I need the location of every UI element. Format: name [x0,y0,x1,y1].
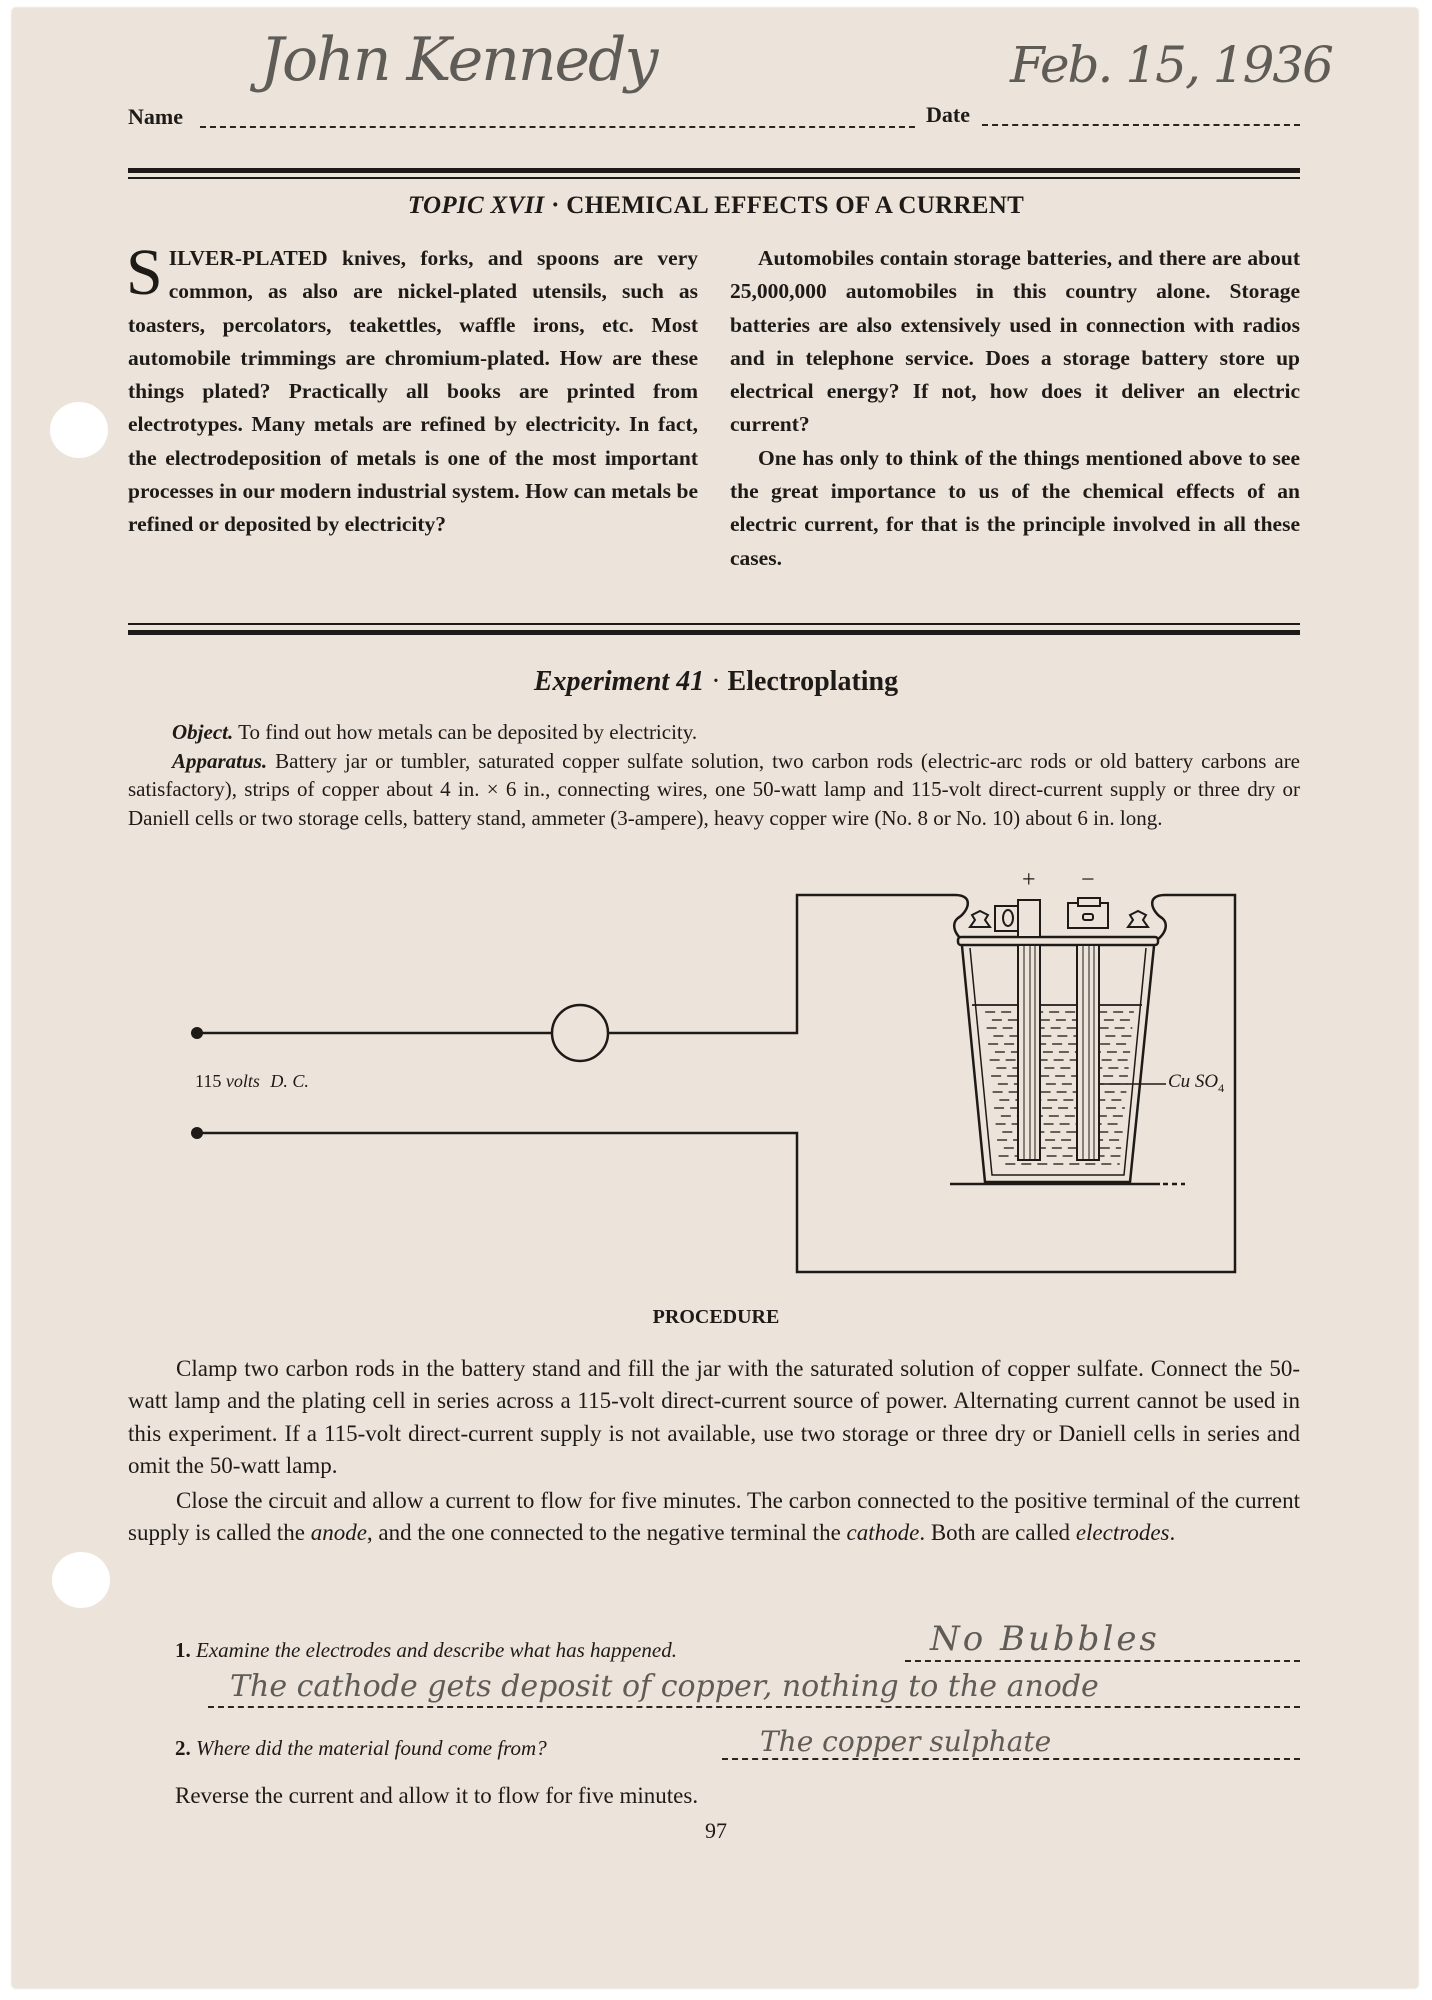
positive-terminal-sign: + [1022,867,1036,893]
answer-1-line-1[interactable] [905,1660,1300,1662]
question-2 [175,1736,547,1761]
binding-post [1128,911,1148,927]
apparatus-label: Apparatus. [172,748,268,773]
question-1 [175,1638,677,1663]
answer-1-handwriting: No Bubbles [930,1619,1160,1659]
wire-top-right [608,895,955,1033]
drop-cap: S [126,236,163,309]
procedure-text-span: . Both are called [919,1520,1076,1546]
term-anode: anode [310,1520,367,1546]
procedure-text [128,1353,1300,1551]
terminal-dot [191,1027,203,1039]
date-handwriting: Feb. 15, 1936 [1010,36,1332,94]
procedure-paragraph: Clamp two carbon rods in the battery stand and fill the jar with the saturated solution of copper sulfate. Connect the 50-watt lamp and the plating cell in series across a 115-volt direct-current source of power. Alternating current cannot be used in this experiment. If a 115-volt direct-current supply is not available, use two storage or three dry or Daniell cells in series and omit the 50-watt lamp. [128,1356,1300,1479]
closing-instruction: Reverse the current and allow it to flow for five minutes. [175,1783,699,1808]
procedure-text-span: . [1169,1520,1176,1546]
term-cathode: cathode [846,1520,920,1546]
lamp-icon [552,1005,608,1061]
apparatus-text: Battery jar or tumbler, saturated copper sulfate solution, two carbon rods (electric-arc rods or old battery carbons are satisfactory), strips of copper about 4 in. × 6 in., connecting wires, one 50-watt lamp and 115-volt direct-current supply or three dry or Daniell cells or two storage cells, battery stand, ammeter (3-ampere), heavy copper wire (No. 8 or No. 10) about 6 in. long. [128,748,1301,830]
procedure-paragraph [128,1485,1300,1550]
name-handwriting: John Kennedy [260,25,657,95]
wire-curl-left [954,895,968,942]
intro-lead-caps: ILVER-PLATED [168,246,328,270]
negative-terminal-sign: − [1081,867,1095,893]
answer-1-handwriting: The cathode gets deposit of copper, nothing to the anode [230,1669,1099,1704]
wire-curl-right [1150,895,1166,942]
topic-number: TOPIC XVII [407,192,545,219]
topic-title: CHEMICAL EFFECTS OF A CURRENT [566,192,1025,219]
name-label: Name [128,104,183,129]
carbon-rods [1018,945,1099,1160]
carbon-rod-cathode [1077,945,1099,1160]
date-label: Date [926,102,970,127]
page-number: 97 [705,1818,727,1843]
question-text: Where did the material found come from? [196,1736,547,1760]
solution-hatching [985,1012,1134,1164]
terminal-dot [191,1127,203,1139]
topic-separator: · [551,192,560,219]
experiment-number: Experiment 41 [533,666,705,697]
intro-right-paragraph: Automobiles contain storage batteries, and there are about 25,000,000 automobiles in this country alone. Storage batteries are also extensively used in connection with radios and in telephone service. Does a storage battery store up electrical energy? If not, how does it deliver an electric current? [730,246,1300,437]
binding-post [970,911,990,927]
question-number: 2. [175,1736,191,1760]
battery-stand-clamps [970,898,1148,937]
battery-jar [950,937,1185,1184]
object-text: To find out how metals can be deposited by electricity. [238,720,698,744]
intro-right-paragraph: One has only to think of the things mentioned above to see the great importance to us of the chemical effects of an electric current, for that is the principle involved in all these cases. [730,445,1300,570]
intro-left-text: knives, forks, and spoons are very common, as also are nickel-plated utensils, such as toasters, percolators, teakettles, waffle irons, etc. Most automobile trimmings are chromium-plated. How are these things plated? Practically all books are printed from electrotypes. Many metals are refined by electricity. In fact, the electrodeposition of metals is one of the most important processes in our modern industrial system. How can metals be refined or deposited by electricity? [128,246,698,537]
object-label: Object. [172,720,234,744]
procedure-text-span: Close the circuit and allow a current to flow for five minutes. The carbon connected to the positive terminal of the current supply is called the [128,1487,1300,1546]
carbon-rod-anode [1018,945,1040,1160]
procedure-heading: PROCEDURE [652,1306,780,1328]
supply-voltage: 115 [195,1071,222,1091]
answer-1-line-2[interactable] [208,1706,1300,1708]
supply-type: D. C. [270,1071,309,1091]
supply-label [195,1071,309,1092]
question-text: Examine the electrodes and describe what has happened. [196,1638,677,1662]
solution-subscript: 4 [1218,1080,1225,1095]
term-electrodes: electrodes [1075,1520,1170,1546]
experiment-title: Electroplating [727,666,899,697]
answer-2-handwriting: The copper sulphate [760,1725,1052,1758]
solution-formula: Cu SO [1168,1071,1219,1092]
question-number: 1. [175,1638,191,1662]
procedure-text-span: , and the one connected to the negative terminal the [366,1520,847,1546]
solution-label [1168,1071,1224,1096]
experiment-separator: · [711,666,721,697]
supply-unit: volts [225,1071,260,1091]
answer-2-line[interactable] [722,1758,1300,1760]
